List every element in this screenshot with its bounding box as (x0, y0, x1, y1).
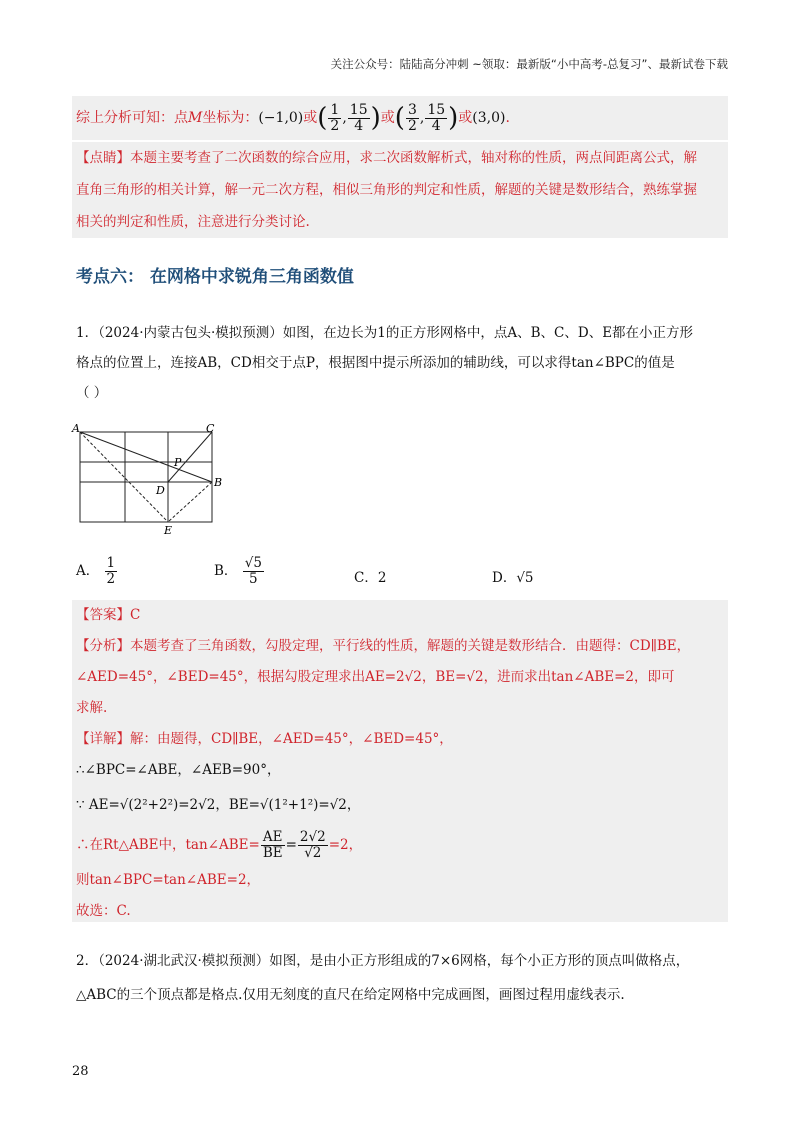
question-2 (76, 944, 689, 1012)
question-1 (76, 318, 693, 408)
or-1: 或 (303, 110, 318, 126)
detail-line-2: ∴∠BPC=∠ABE，∠AEB=90°， (76, 762, 281, 778)
grid-figure (70, 420, 230, 540)
summary-end: . (505, 110, 510, 126)
analysis-line-1: 【分析】本题考查了三角函数，勾股定理，平行线的性质，解题的关键是数形结合．由题得：CD∥BE， (76, 638, 691, 654)
answer-line: 【答案】C (76, 607, 141, 623)
summary-block (72, 96, 728, 140)
detail-line-4: ∴在Rt△ABE中，tan∠ABE= $\frac{AE}{BE}$ = $\frac{2√2}{√2}$ =2， (76, 829, 363, 861)
detail-line-1: 【详解】解：由题得，CD∥BE，∠AED=45°，∠BED=45°， (76, 731, 453, 747)
label-e: E (164, 524, 173, 537)
dianjing-line-2: 直角三角形的相关计算，解一元二次方程，相似三角形的判定和性质，解题的关键是数形结合，熟练掌握 (76, 182, 697, 198)
or-2: 或 (380, 110, 395, 126)
option-a: A． $\frac{1}{2}$ (76, 555, 116, 587)
point-1: (−1,0) (258, 110, 304, 126)
point-4: (3,0) (472, 110, 506, 126)
label-p: P (174, 456, 182, 469)
page-number: 28 (72, 1064, 89, 1079)
dianjing-line-1: 【点睛】本题主要考查了二次函数的综合应用，求二次函数解析式，轴对称的性质，两点间距离公式，解 (76, 150, 697, 166)
summary-prefix: 综上分析可知：点 (76, 110, 188, 126)
q2-line-1: 2．（2024·湖北武汉·模拟预测）如图，是由小正方形组成的7×6网格，每个小正方形的顶点叫做格点， (76, 953, 690, 969)
option-b: B． $\frac{√5}{5}$ (214, 555, 262, 587)
answer-block (72, 600, 728, 922)
point-2: ( $\frac{1}{2}$ , $\frac{15}{4}$ ) (317, 101, 381, 134)
summary-mid: 坐标为： (202, 110, 259, 126)
analysis-line-2: ∠AED=45°，∠BED=45°，根据勾股定理求出AE=2√2，BE=√2，进而求出tan∠ABE=2，即可 (76, 669, 675, 685)
q1-line-1: 1．（2024·内蒙古包头·模拟预测）如图，在边长为1的正方形网格中，点A、B、C、D、E都在小正方形 (76, 325, 694, 341)
section-title: 考点六： 在网格中求锐角三角函数值 (76, 267, 354, 287)
q1-line-3: （ ） (76, 385, 108, 401)
grid-border (80, 432, 212, 522)
page-header: 关注公众号：陆陆高分冲刺 ~领取：最新版“小中高考-总复习”、最新试卷下载 (330, 57, 728, 71)
label-d: D (156, 484, 165, 497)
detail-line-5: 则tan∠BPC=tan∠ABE=2， (76, 872, 261, 888)
detail-line-6: 故选：C. (76, 903, 131, 919)
q2-line-2: △ABC的三个顶点都是格点.仅用无刻度的直尺在给定网格中完成画图，画图过程用虚线表示. (76, 987, 625, 1003)
option-d: D．√5 (492, 570, 534, 586)
or-3: 或 (458, 110, 473, 126)
option-c: C．2 (354, 570, 387, 586)
detail-line-3: ∵ AE=√(2²+2²)=2√2，BE=√(1²+1²)=√2， (76, 797, 361, 813)
label-b: B (214, 476, 223, 489)
dashed-ae (80, 432, 168, 522)
dashed-be (168, 482, 212, 522)
point-m: M (188, 110, 203, 126)
dianjing-line-3: 相关的判定和性质，注意进行分类讨论. (76, 214, 310, 230)
analysis-line-3: 求解. (76, 700, 108, 716)
dianjing-block (72, 142, 728, 238)
label-c: C (206, 422, 215, 435)
point-3: ( $\frac{3}{2}$ , $\frac{15}{4}$ ) (394, 101, 459, 134)
segment-ab (80, 432, 212, 482)
label-a: A (72, 422, 80, 435)
q1-line-2: 格点的位置上，连接AB，CD相交于点P，根据图中提示所添加的辅助线，可以求得tan∠BPC的值是 (76, 355, 675, 371)
